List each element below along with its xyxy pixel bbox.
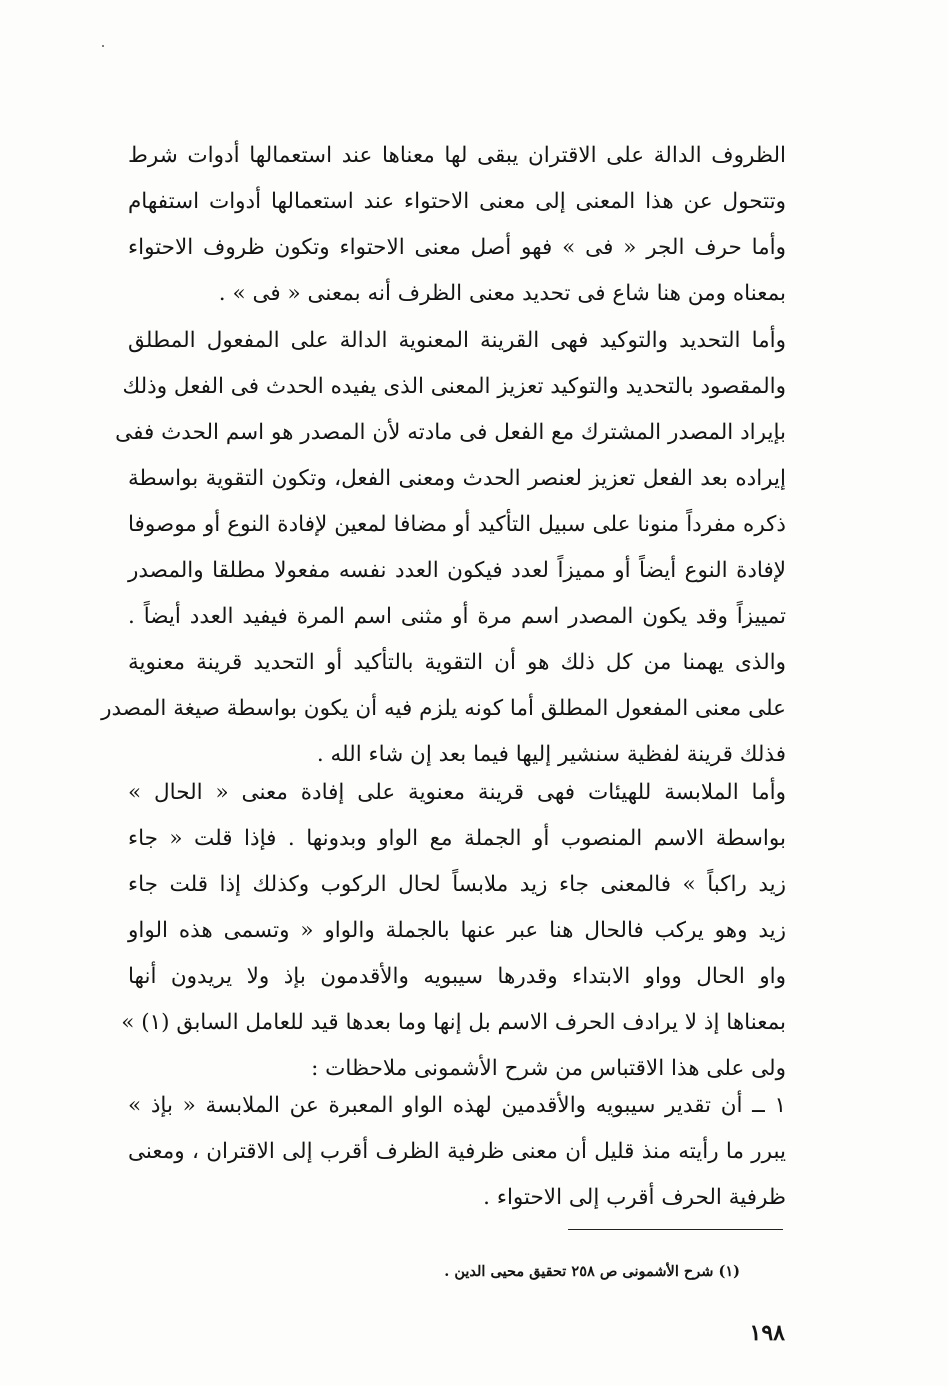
paragraph-adverbs: [128, 133, 786, 317]
text-line: ظرفية الحرف أقرب إلى الاحتواء .: [483, 1185, 786, 1210]
text-line: وأما الملابسة للهيئات فهى قرينة معنوية على إفادة معنى « الحال »: [128, 780, 786, 805]
text-line: والذى يهمنا من كل ذلك هو أن التقوية بالتأكيد أو التحديد قرينة معنوية: [128, 650, 786, 675]
text-line: ولى على هذا الاقتباس من شرح الأشمونى ملاحظات :: [311, 1056, 786, 1081]
text-line: على معنى المفعول المطلق أما كونه يلزم فيه أن يكون بواسطة صيغة المصدر: [101, 696, 786, 721]
scan-speck: [102, 45, 104, 47]
text-line: واو الحال وواو الابتداء وقدرها سيبويه والأقدمون بإذ ولا يريدون أنها: [128, 964, 786, 989]
text-line: لإفادة النوع أيضاً أو مميزاً لعدد فيكون العدد نفسه مفعولا مطلقا والمصدر: [128, 558, 786, 583]
text-line: فذلك قرينة لفظية سنشير إليها فيما بعد إن شاء الله .: [316, 742, 786, 767]
text-line: ١ ــ أن تقدير سيبويه والأقدمين لهذه الواو المعبرة عن الملابسة « بإذ »: [128, 1093, 786, 1118]
page-number: ١٩٨: [749, 1320, 785, 1346]
paragraph-emphasis: [101, 318, 786, 778]
text-line: زيد راكباً » فالمعنى جاء زيد ملابساً لحال الركوب وكذلك إذا قلت جاء: [128, 872, 786, 897]
footnote: (١) شرح الأشمونى ص ٢٥٨ تحقيق محيى الدين .: [444, 1263, 740, 1280]
text-line: وأما حرف الجر « فى » فهو أصل معنى الاحتواء وتكون ظروف الاحتواء: [128, 235, 786, 260]
text-line: بمعناه ومن هنا شاع فى تحديد معنى الظرف أنه بمعنى « فى » .: [218, 281, 786, 306]
text-line: بمعناها إذ لا يرادف الحرف الاسم بل إنها وما بعدها قيد للعامل السابق (١) »: [121, 1010, 786, 1035]
text-line: يبرر ما رأيته منذ قليل أن معنى ظرفية الظرف أقرب إلى الاقتران ، ومعنى: [128, 1139, 786, 1164]
text-line: تمييزاً وقد يكون المصدر اسم مرة أو مثنى اسم المرة فيفيد العدد أيضاً .: [128, 604, 786, 629]
paragraph-circumstance: [121, 770, 786, 1092]
text-line: زيد وهو يركب فالحال هنا عبر عنها بالجملة والواو « وتسمى هذه الواو: [128, 918, 786, 943]
text-line: وتتحول عن هذا المعنى إلى معنى الاحتواء عند استعمالها أدوات استفهام: [128, 189, 786, 214]
text-line: الظروف الدالة على الاقتران يبقى لها معناها عند استعمالها أدوات شرط: [128, 143, 786, 168]
text-line: والمقصود بالتحديد والتوكيد تعزيز المعنى الذى يفيده الحدث فى الفعل وذلك: [122, 374, 786, 399]
text-line: ذكره مفرداً منونا على سبيل التأكيد أو مضافا لمعين لإفادة النوع أو موصوفا: [128, 512, 786, 537]
text-line: بواسطة الاسم المنصوب أو الجملة مع الواو وبدونها . فإذا قلت « جاء: [128, 826, 786, 851]
text-line: وأما التحديد والتوكيد فهى القرينة المعنوية الدالة على المفعول المطلق: [128, 328, 786, 353]
text-line: إيراده بعد الفعل تعزيز لعنصر الحدث ومعنى الفعل، وتكون التقوية بواسطة: [128, 466, 786, 491]
text-line: بإيراد المصدر المشترك مع الفعل فى مادته لأن المصدر هو اسم الحدث ففى: [115, 420, 786, 445]
paragraph-remark-1: [128, 1083, 786, 1221]
footnote-separator: [568, 1229, 783, 1230]
